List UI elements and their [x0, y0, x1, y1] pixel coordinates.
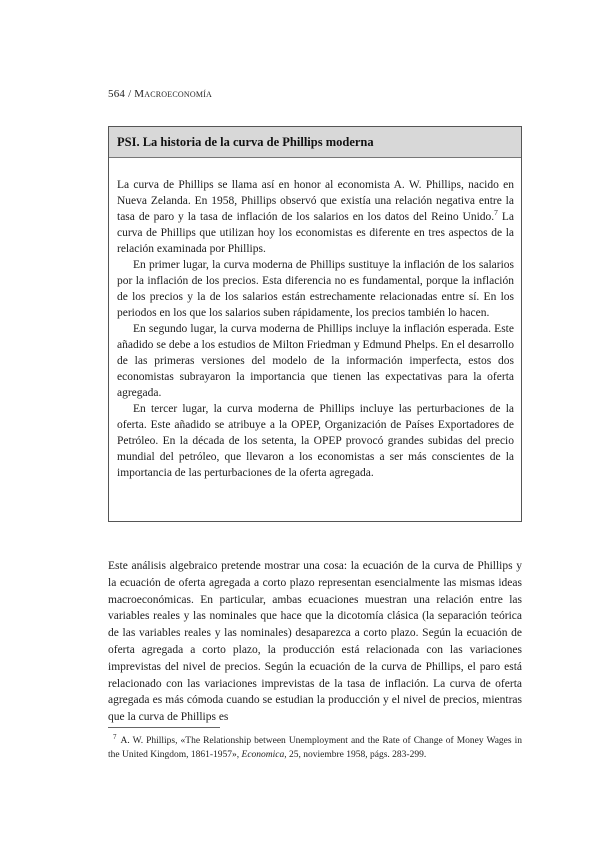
box-title: PSI. La historia de la curva de Phillips moderna	[117, 135, 374, 149]
footnote-number: 7	[113, 732, 117, 741]
main-text	[108, 558, 522, 726]
main-paragraph: Este análisis algebraico pretende mostrar una cosa: la ecuación de la curva de Phillips y la ecuación de oferta agregada a corto plazo representan esencialmente las mismas ideas macroeconómicas. En particular, ambas ecuaciones muestran una relación entre las variables reales y las nominales que hace que la dicotomía clásica (la separación teórica de las variables reales y las nominales) desaparezca a corto plazo. Según la ecuación de oferta agregada a corto plazo, la producción está relacionada con las variaciones imprevistas del nivel de precios. Según la ecuación de la curva de Phillips, el paro está relacionado con las variaciones imprevistas de la tasa de inflación. La curva de oferta agregada es más cómoda cuando se estudian la producción y el nivel de precios, mientras que la curva de Phillips es	[108, 560, 522, 724]
book-title: Macroeconomía	[134, 88, 212, 100]
footnote-text: A. W. Phillips, «The Relationship between Unemployment and the Rate of Change of Money Wages in the United Kingdom, 1861-1957»,	[108, 736, 522, 760]
box-paragraph-3: En segundo lugar, la curva moderna de Phillips incluye la inflación esperada. Este añadido se debe a los estudios de Milton Friedman y Edmund Phelps. En el desarrollo de las primeras versiones del modelo de la información imperfecta, estos dos economistas subrayaron la importancia que tienen las expectativas para la oferta agregada.	[117, 323, 514, 399]
page-number: 564	[108, 88, 126, 100]
header-separator: /	[128, 88, 132, 100]
footnote-citation-details: , 25, noviembre 1958, págs. 283-299.	[284, 750, 427, 760]
footnote-journal: Economica	[241, 750, 285, 760]
box-paragraph-2: En primer lugar, la curva moderna de Phillips sustituye la inflación de los salarios por la inflación de los precios. Esta diferencia no es fundamental, porque la inflación de los precios y la de los salarios están estrechamente relacionadas entre sí. En los periodos en los que los salarios suben rápidamente, los precios también lo hacen.	[117, 259, 514, 319]
box-body	[117, 177, 514, 481]
box-paragraph-1	[117, 177, 514, 257]
running-header	[108, 88, 212, 100]
box-paragraph-1-continuation: La curva de Phillips que utilizan hoy los economistas es diferente en tres aspectos de la relación examinada por Phillips.	[117, 211, 514, 255]
footnote-reference[interactable]: 7	[494, 208, 498, 218]
box-paragraph-1-text: La curva de Phillips se llama así en honor al economista A. W. Phillips, nacido en Nueva Zelanda. En 1958, Phillips observó que existía una relación negativa entre la tasa de paro y la tasa de inflación de los salarios en los datos del Reino Unido.	[117, 179, 514, 223]
footnote	[108, 734, 522, 762]
footnote-divider	[108, 727, 220, 728]
box-paragraph-4: En tercer lugar, la curva moderna de Phillips incluye las perturbaciones de la oferta. Este añadido se atribuye a la OPEP, Organización de Países Exportadores de Petróleo. En la década de los setenta, la OPEP provocó grandes subidas del precio mundial del petróleo, que llevaron a los economistas a ser más conscientes de la importancia de las perturbaciones de la oferta agregada.	[117, 403, 514, 479]
sidebar-box	[108, 126, 522, 522]
box-title-bar	[109, 127, 521, 158]
footnote-paragraph	[108, 734, 522, 762]
